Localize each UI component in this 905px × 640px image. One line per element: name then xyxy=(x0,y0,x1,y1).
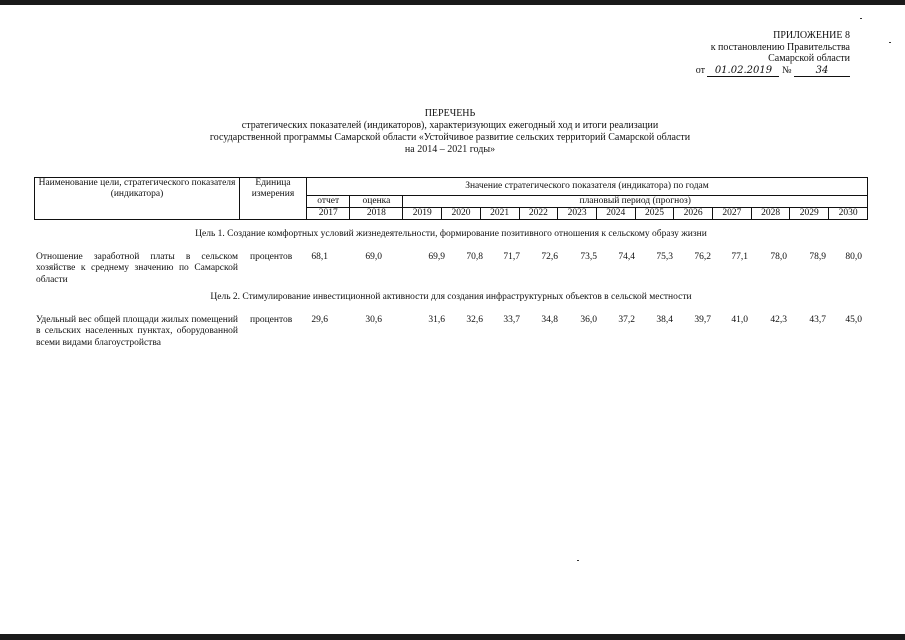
number-prefix: № xyxy=(781,64,792,76)
col-header-plan: плановый период (прогноз) xyxy=(403,196,868,208)
indicators-table-header xyxy=(34,177,868,220)
year-cell: 2020 xyxy=(442,208,481,220)
value-cell: 43,7 xyxy=(809,315,826,325)
appendix-block xyxy=(640,30,850,77)
value-cell: 71,7 xyxy=(503,252,520,262)
scan-top-border xyxy=(0,0,905,5)
date-prefix: от xyxy=(695,64,705,76)
value-cell: 33,7 xyxy=(503,315,520,325)
year-cell: 2019 xyxy=(403,208,442,220)
col-header-estimate: оценка xyxy=(350,196,403,208)
year-cell: 2022 xyxy=(519,208,558,220)
year-cell: 2030 xyxy=(829,208,868,220)
appendix-date-line xyxy=(640,65,850,77)
scan-speck xyxy=(860,18,862,19)
appendix-title: ПРИЛОЖЕНИЕ 8 xyxy=(773,30,850,41)
year-cell: 2021 xyxy=(480,208,519,220)
value-cell: 75,3 xyxy=(656,252,673,262)
year-cell: 2029 xyxy=(790,208,829,220)
goal-2-title: Цель 2. Стимулирование инвестиционной активности для создания инфраструктурных объектов в сельской местности xyxy=(210,292,692,302)
value-cell: 73,5 xyxy=(580,252,597,262)
value-cell: 70,8 xyxy=(466,252,483,262)
year-cell: 2017 xyxy=(307,208,350,220)
year-cell: 2026 xyxy=(674,208,713,220)
document-heading xyxy=(150,108,750,156)
col-header-values: Значение стратегического показателя (индикатора) по годам xyxy=(307,178,868,196)
value-cell: 72,6 xyxy=(541,252,558,262)
indicator-unit: процентов xyxy=(250,315,293,325)
value-cell: 80,0 xyxy=(845,252,862,262)
handwritten-number: 34 xyxy=(794,65,850,77)
value-cell: 68,1 xyxy=(311,252,328,262)
value-cell: 78,9 xyxy=(809,252,826,262)
value-cell: 39,7 xyxy=(694,315,711,325)
value-cell: 41,0 xyxy=(731,315,748,325)
value-cell: 32,6 xyxy=(466,315,483,325)
value-cell: 76,2 xyxy=(694,252,711,262)
heading-line-3: на 2014 – 2021 годы» xyxy=(404,144,496,155)
value-cell: 77,1 xyxy=(731,252,748,262)
value-cell: 69,0 xyxy=(365,252,382,262)
value-cell: 30,6 xyxy=(365,315,382,325)
year-cell: 2027 xyxy=(713,208,752,220)
scan-speck xyxy=(577,560,579,561)
heading-title: ПЕРЕЧЕНЬ xyxy=(424,108,476,119)
value-cell: 78,0 xyxy=(770,252,787,262)
scan-bottom-border xyxy=(0,634,905,640)
handwritten-date: 01.02.2019 xyxy=(707,65,779,77)
value-cell: 31,6 xyxy=(428,315,445,325)
value-cell: 34,8 xyxy=(541,315,558,325)
year-cell: 2023 xyxy=(558,208,597,220)
value-cell: 37,2 xyxy=(618,315,635,325)
indicator-name: Отношение заработной платы в сельском хозяйстве к среднему значению по Самарской области xyxy=(36,252,238,285)
col-header-report: отчет xyxy=(307,196,350,208)
value-cell: 29,6 xyxy=(311,315,328,325)
value-cell: 69,9 xyxy=(428,252,445,262)
value-cell: 36,0 xyxy=(580,315,597,325)
value-cell: 45,0 xyxy=(845,315,862,325)
year-cell: 2024 xyxy=(596,208,635,220)
indicator-unit: процентов xyxy=(250,252,293,262)
heading-line-2: государственной программы Самарской области «Устойчивое развитие сельских территорий Самарской области xyxy=(209,132,691,143)
value-cell: 38,4 xyxy=(656,315,673,325)
heading-line-1: стратегических показателей (индикаторов), характеризующих ежегодный ход и итоги реализации xyxy=(241,120,659,131)
goal-1-title: Цель 1. Создание комфортных условий жизнедеятельности, формирование позитивного отношения к сельскому образу жизни xyxy=(195,229,707,239)
indicator-name: Удельный вес общей площади жилых помещений в сельских населенных пунктах, оборудованной всеми видами благоустройства xyxy=(36,315,238,348)
year-cell: 2018 xyxy=(350,208,403,220)
appendix-line-2: Самарской области xyxy=(768,53,850,64)
col-header-unit: Единица измерения xyxy=(240,178,307,220)
value-cell: 74,4 xyxy=(618,252,635,262)
appendix-line-1: к постановлению Правительства xyxy=(710,41,850,53)
year-cell: 2028 xyxy=(751,208,790,220)
value-cell: 42,3 xyxy=(770,315,787,325)
year-cell: 2025 xyxy=(635,208,674,220)
col-header-name: Наименование цели, стратегического показателя (индикатора) xyxy=(35,178,240,220)
scan-speck xyxy=(889,42,891,43)
